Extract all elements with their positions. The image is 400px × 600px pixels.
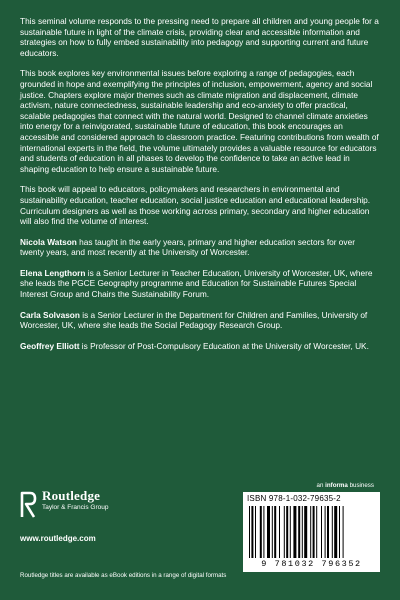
routledge-logo-icon <box>20 490 38 518</box>
author-bio <box>20 237 380 258</box>
informa-brand: informa <box>325 482 348 489</box>
publisher-url: www.routledge.com <box>20 534 96 543</box>
author-name: Geoffrey Elliott <box>20 340 80 351</box>
author-name: Nicola Watson <box>20 236 77 247</box>
barcode-number: 9 781032 796352 <box>261 559 362 569</box>
cover-footer <box>0 440 400 600</box>
publisher-logo <box>20 488 140 528</box>
author-name: Carla Solvason <box>20 309 80 320</box>
author-bio-text: has taught in the early years, primary and higher education sectors for over twenty years, and most recently at the University of Worcester. <box>20 236 355 258</box>
informa-prefix: an <box>316 482 326 489</box>
description-paragraph: This seminal volume responds to the pressing need to prepare all children and young people for a sustainable future in light of the climate crisis, providing clear and accessible information and strategies on how to fully embed sustainability into pedagogy and supporting current and future educators. <box>20 16 379 58</box>
publisher-group: Taylor & Francis Group <box>42 504 109 511</box>
description-paragraph: This book explores key environmental issues before exploring a range of pedagogies, each grounded in hope and exemplifying the principles of inclusion, empowerment, agency and social justice. Chapters explore major themes such as climate migration and displacement, climate activism, nature connectedness, sustainable leadership and eco-anxiety to offer practical, scalable pedagogies that connect with the natural world. Designed to channel climate anxieties into energy for a reinvigorated, sustainable future of education, this book encourages an accessible and considered approach to classroom practice. Featuring contributions from wealth of international experts in the field, the volume ultimately provides a valuable resource for educators and students of education in all phases to develop the confidence to take an active lead in shaping education to help ensure a sustainable future. <box>20 68 379 174</box>
back-cover-text <box>20 16 380 361</box>
barcode-box <box>243 492 380 572</box>
ebook-note: Routledge titles are available as eBook editions in a range of digital formats <box>20 572 227 579</box>
author-bios <box>20 237 380 352</box>
publisher-name: Routledge <box>42 488 101 503</box>
author-bio-text: is a Senior Lecturer in the Department for Children and Families, University of Worcester, UK, where she leads the Social Pedagogy Research Group. <box>20 309 368 331</box>
informa-business-label <box>317 482 374 489</box>
author-name: Elena Lengthorn <box>20 267 86 278</box>
author-bio-text: is a Senior Lecturer in Teacher Education, University of Worcester, UK, where she leads the PGCE Geography programme and Education for Sustainable Futures Special Interest Group and Chairs the Sustainability Forum. <box>20 267 373 300</box>
description-paragraph: This book will appeal to educators, policymakers and researchers in environmental and sustainability education, teacher education, social justice education and educational leadership. Curriculum designers as well as those working across primary, secondary and higher education will also find the volume of interest. <box>20 184 371 227</box>
informa-suffix: business <box>347 482 374 489</box>
author-bio <box>20 268 380 300</box>
author-bio <box>20 310 380 331</box>
isbn-label: ISBN 978-1-032-79635-2 <box>247 494 341 503</box>
author-bio-text: is Professor of Post-Compulsory Education at the University of Worcester, UK. <box>79 340 369 351</box>
barcode-icon <box>249 506 375 558</box>
author-bio <box>20 341 380 352</box>
